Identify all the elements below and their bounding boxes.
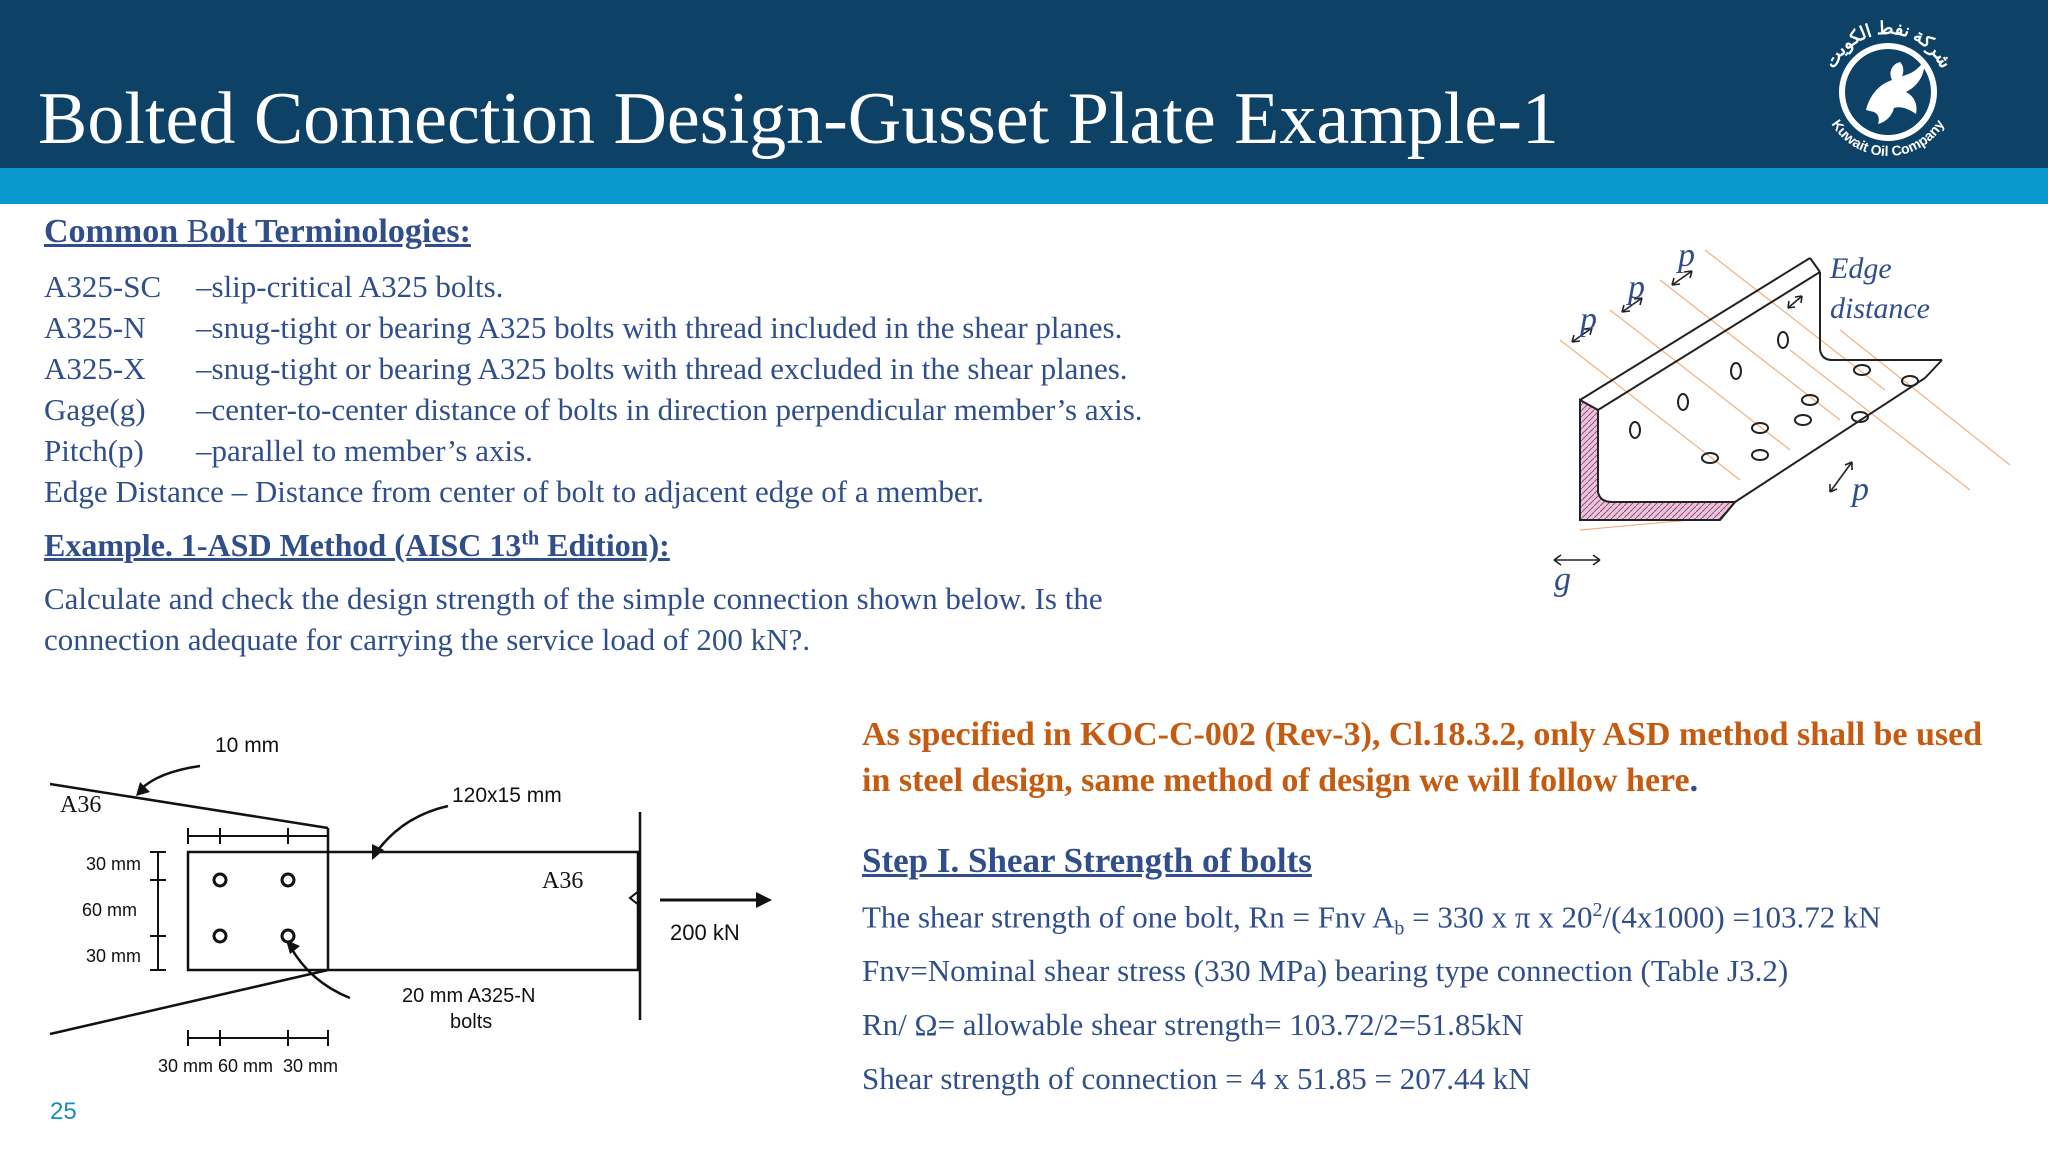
term-line-a325n: A325-N –snug-tight or bearing A325 bolts with thread included in the shear planes.	[44, 310, 1123, 345]
load-label: 200 kN	[670, 920, 740, 945]
step1-heading: Step I. Shear Strength of bolts	[862, 841, 1312, 880]
member-size-label: 120x15 mm	[452, 784, 562, 807]
plate-thickness-label: 10 mm	[215, 734, 280, 757]
bolt	[214, 874, 226, 886]
edge-distance-label-2: distance	[1830, 292, 1930, 325]
load-arrow-icon	[660, 892, 772, 908]
slide-title: Bolted Connection Design-Gusset Plate Example-1	[38, 78, 1559, 160]
step1-line-3: Rn/ Ω= allowable shear strength= 103.72/2=51.85kN	[862, 1007, 1524, 1042]
bolt	[282, 930, 294, 942]
logo-english-text: Kuwait Oil Company	[1828, 116, 1948, 160]
member-material-label: A36	[542, 868, 584, 894]
bolt	[214, 930, 226, 942]
bolt	[282, 874, 294, 886]
top-dimension-line	[188, 828, 328, 844]
example-heading: Example. 1-ASD Method (AISC 13th Edition):	[44, 527, 670, 563]
bolt-desc-2: bolts	[450, 1011, 493, 1033]
pitch-label-4: p	[1852, 471, 1869, 508]
example-line-1: Calculate and check the design strength of the simple connection shown below. Is the	[44, 581, 1103, 616]
dim-30-top: 30 mm	[86, 854, 142, 874]
term-line-edge: Edge Distance – Distance from center of bolt to adjacent edge of a member.	[44, 474, 984, 509]
pitch-label-2: p	[1628, 269, 1645, 306]
bolt-desc-1: 20 mm A325-N	[402, 985, 536, 1007]
angle-cross-section	[1580, 400, 1735, 520]
term-line-a325x: A325-X –snug-tight or bearing A325 bolts with thread excluded in the shear planes.	[44, 351, 1128, 386]
asd-notice: As specified in KOC-C-002 (Rev-3), Cl.18.3.2, only ASD method shall be used in steel design, same method of design we will follow here.	[862, 716, 1983, 799]
example-line-2: connection adequate for carrying the service load of 200 kN?.	[44, 622, 811, 657]
left-dimension-line	[150, 852, 166, 970]
page-number: 25	[50, 1098, 77, 1125]
angle-section-diagram	[1540, 230, 2010, 610]
bottom-dimension-line	[188, 1030, 328, 1046]
dim-30-bottom: 30 mm	[86, 946, 142, 966]
term-line-gage: Gage(g) –center-to-center distance of bolts in direction perpendicular member’s axis.	[44, 392, 1143, 427]
bottom-dims-label: 30 mm 60 mm 30 mm	[158, 1056, 339, 1076]
dim-60: 60 mm	[82, 900, 138, 920]
leader-arrowheads	[136, 782, 384, 954]
term-line-a325sc: A325-SC –slip-critical A325 bolts.	[44, 269, 504, 304]
bolt-group	[214, 874, 294, 942]
term-line-pitch: Pitch(p) –parallel to member’s axis.	[44, 433, 533, 468]
falcon-icon	[1866, 60, 1924, 124]
kuwait-oil-company-logo	[1808, 10, 1968, 170]
gage-label: g	[1554, 561, 1571, 598]
gusset-connection-diagram	[40, 720, 800, 1100]
step1-line-4: Shear strength of connection = 4 x 51.85 = 207.44 kN	[862, 1061, 1531, 1096]
logo-arabic-text: شركة نفط الكويت	[1820, 17, 1956, 72]
step1-line-1: The shear strength of one bolt, Rn = Fnv $A_b = 330$ x π x $20^2/(4x1000) =103.72$ kN	[862, 899, 1881, 940]
pitch-label-3: p	[1678, 237, 1695, 274]
edge-distance-label-1: Edge	[1830, 252, 1892, 285]
terminology-heading: Common Bolt Terminologies:	[44, 213, 471, 250]
header-stripe	[0, 168, 2048, 204]
step1-line-2: Fnv=Nominal shear stress (330 MPa) bearing type connection (Table J3.2)	[862, 953, 1789, 988]
gusset-material-label: A36	[60, 792, 102, 818]
bolt-holes	[1630, 332, 1918, 463]
pitch-label-1: p	[1580, 301, 1597, 338]
